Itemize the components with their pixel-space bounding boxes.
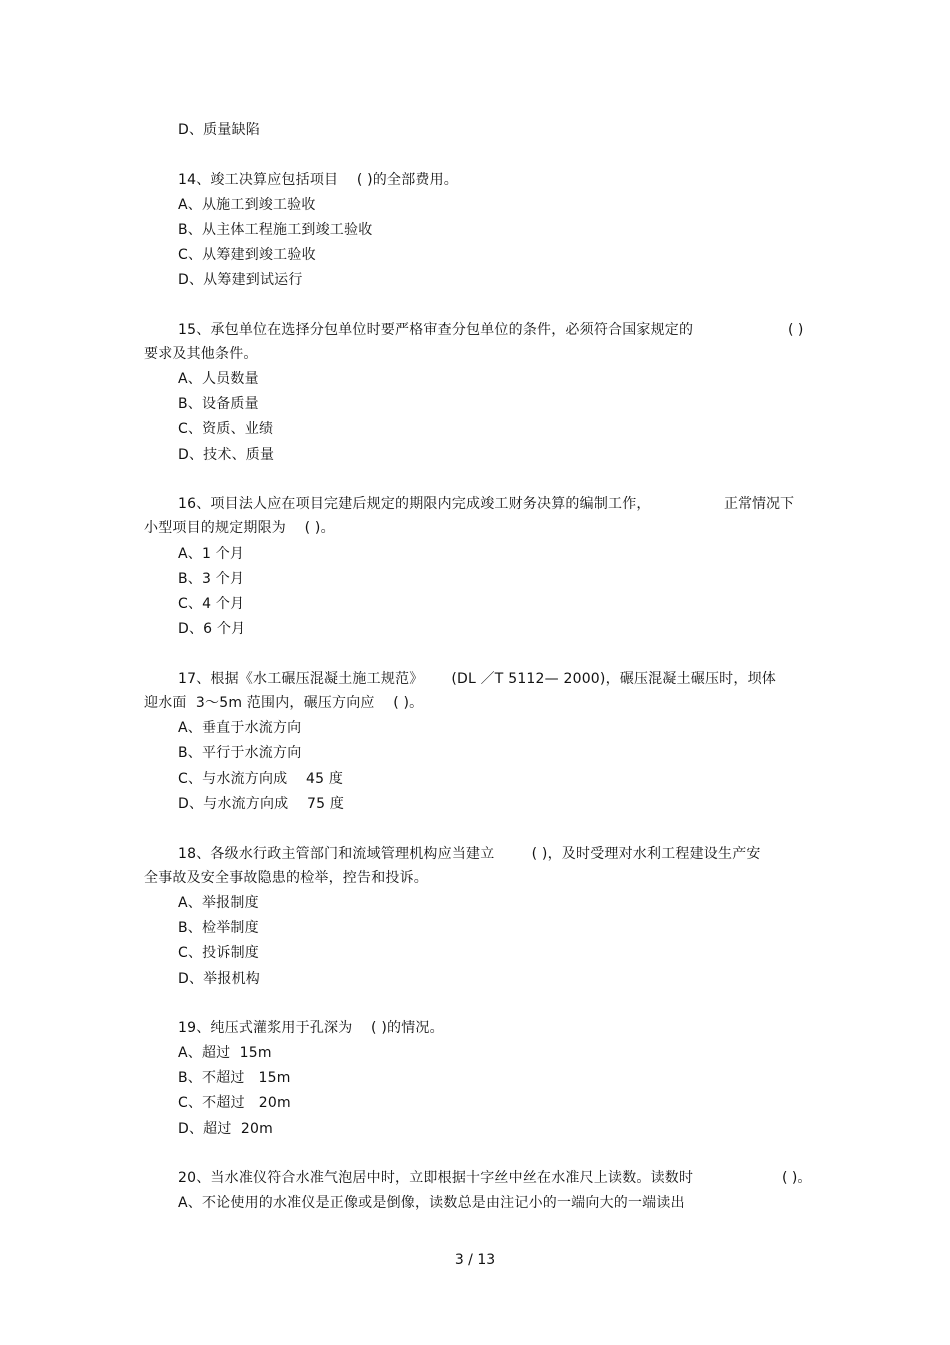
option-a: A、从施工到竣工验收: [178, 197, 316, 213]
question-stem: 19、纯压式灌浆用于孔深为 ( )的情况。: [178, 1020, 444, 1036]
question-stem: 15、承包单位在选择分包单位时要严格审查分包单位的条件，必须符合国家规定的: [178, 322, 694, 338]
option-a: A、举报制度: [178, 895, 259, 911]
question-stem: 17、根据《水工碾压混凝土施工规范》 (DL ／T 5112— 2000)，碾压混凝土碾压时，坝体: [178, 671, 776, 687]
option-b: B、设备质量: [178, 396, 259, 412]
option-d: D、从筹建到试运行: [178, 272, 303, 288]
question-stem-continued: 要求及其他条件。: [144, 346, 258, 362]
option-c: C、与水流方向成 45 度: [178, 771, 344, 787]
question-stem: 14、竣工决算应包括项目 ( )的全部费用。: [178, 172, 458, 188]
option-d: D、6 个月: [178, 621, 246, 637]
question-stem-continued: 小型项目的规定期限为 ( )。: [144, 520, 335, 536]
option-b: B、3 个月: [178, 571, 245, 587]
question-stem: 20、当水准仪符合水准气泡居中时，立即根据十字丝中丝在水准尺上读数。读数时: [178, 1170, 694, 1186]
option-a: A、不论使用的水准仪是正像或是倒像，读数总是由注记小的一端向大的一端读出: [178, 1195, 685, 1211]
answer-blank: ( ): [788, 322, 804, 338]
option-a: A、1 个月: [178, 546, 245, 562]
option-a: A、人员数量: [178, 371, 259, 387]
question-stem: 18、各级水行政主管部门和流域管理机构应当建立 ( )，及时受理对水利工程建设生产安: [178, 846, 761, 862]
page-number: 3 / 13: [454, 1252, 496, 1268]
question-stem-continued: 全事故及安全事故隐患的检举，控告和投诉。: [144, 870, 428, 886]
option-b: B、检举制度: [178, 920, 259, 936]
option-c: C、从筹建到竣工验收: [178, 247, 316, 263]
option-b: B、不超过 15m: [178, 1070, 291, 1086]
option-c: C、投诉制度: [178, 945, 259, 961]
q13-option-d: D、质量缺陷: [178, 122, 260, 138]
option-c: C、资质、业绩: [178, 421, 274, 437]
question-stem-tail: 正常情况下: [724, 496, 794, 512]
answer-blank: ( )。: [782, 1170, 812, 1186]
option-d: D、举报机构: [178, 971, 260, 987]
option-a: A、垂直于水流方向: [178, 720, 302, 736]
question-stem-continued: 迎水面 3～5m 范围内，碾压方向应 ( )。: [144, 695, 424, 711]
option-d: D、与水流方向成 75 度: [178, 796, 345, 812]
option-a: A、超过 15m: [178, 1045, 272, 1061]
option-b: B、平行于水流方向: [178, 745, 302, 761]
option-d: D、技术、质量: [178, 447, 275, 463]
question-stem: 16、项目法人应在项目完建后规定的期限内完成竣工财务决算的编制工作，: [178, 496, 651, 512]
option-c: C、4 个月: [178, 596, 245, 612]
option-d: D、超过 20m: [178, 1121, 273, 1137]
option-c: C、不超过 20m: [178, 1095, 291, 1111]
option-b: B、从主体工程施工到竣工验收: [178, 222, 373, 238]
